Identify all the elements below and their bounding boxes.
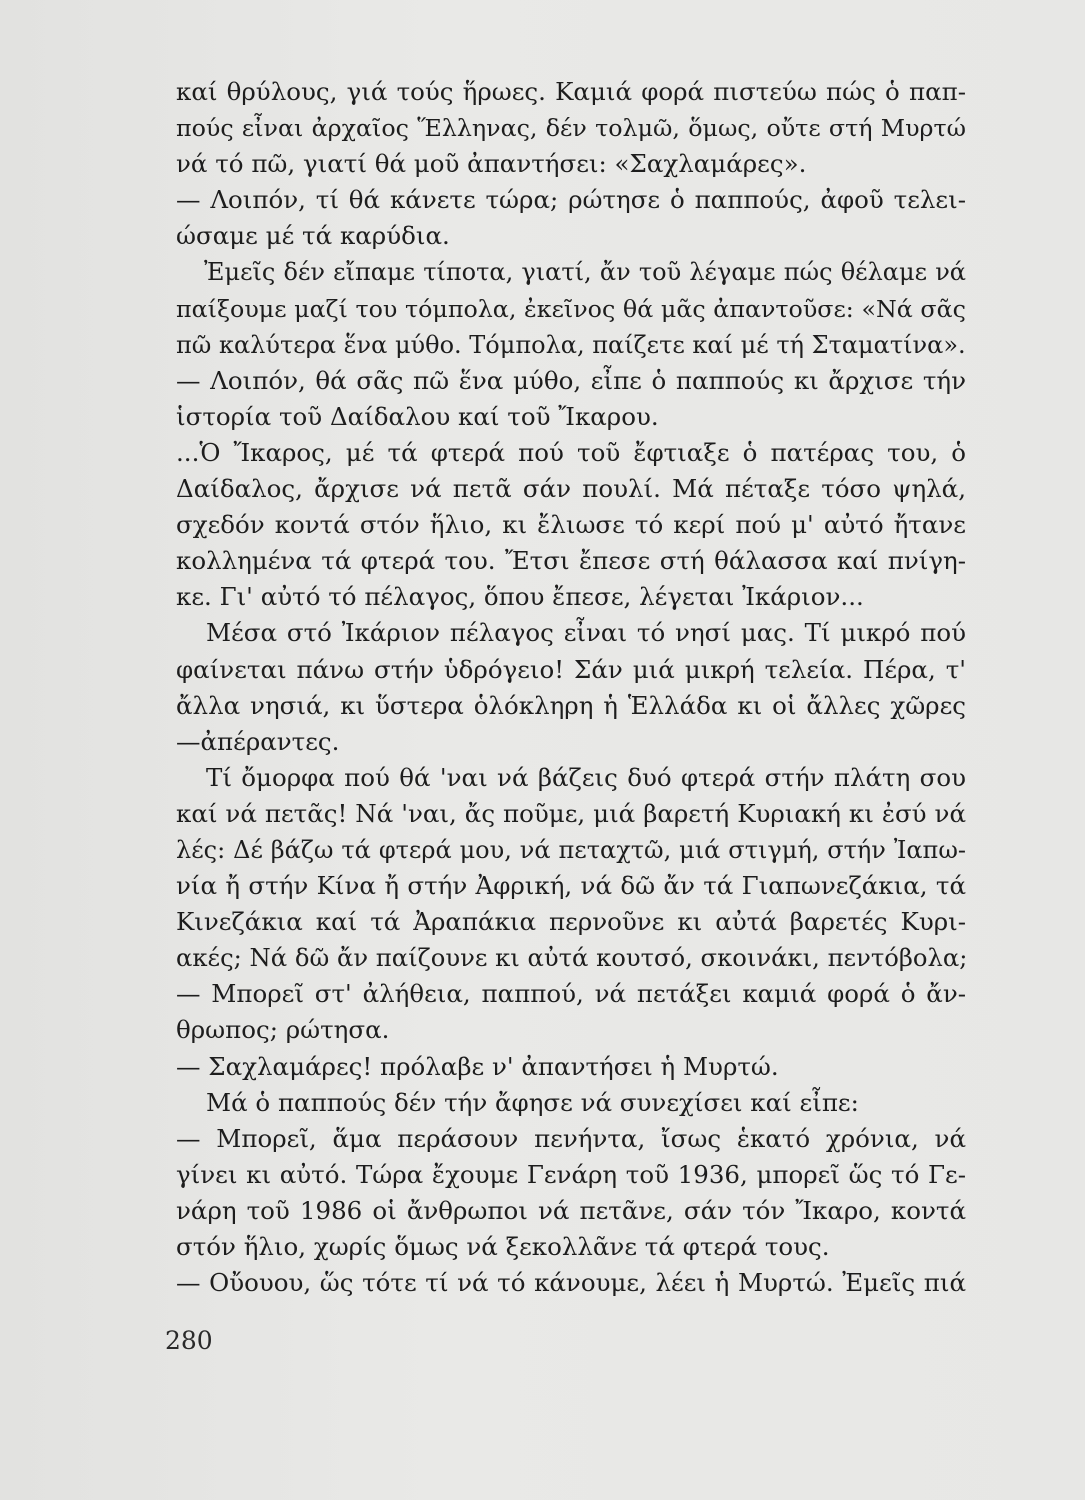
text-line: πούς εἶναι ἀρχαῖος Ἕλληνας, δέν τολμῶ, ὅμως, οὔτε στή Μυρτώ [176,114,966,143]
page-number: 280 [165,1326,213,1355]
text-line: — Οὔουου, ὥς τότε τί νά τό κάνουμε, λέει ἡ Μυρτώ. Ἐμεῖς πιά [176,1268,966,1298]
text-line: νά τό πῶ, γιατί θά μοῦ ἀπαντήσει: «Σαχλαμάρες». [176,149,807,179]
text-line: ακές; Νά δῶ ἄν παίζουνε κι αὐτά κουτσό, σκοινάκι, πεντόβολα; [176,943,968,973]
text-line: ώσαμε μέ τά καρύδια. [176,221,450,251]
text-line: — Σαχλαμάρες! πρόλαβε ν' ἀπαντήσει ἡ Μυρτώ. [176,1051,779,1081]
text-line: — Μπορεῖ, ἅμα περάσουν πενήντα, ἴσως ἑκατό χρόνια, νά [176,1123,966,1153]
text-line: —ἀπέραντες. [176,726,340,756]
text-line: Τί ὄμορφα πού θά 'ναι νά βάζεις δυό φτερά στήν πλάτη σου [206,762,966,792]
text-line: παίξουμε μαζί του τόμπολα, ἐκεῖνος θά μᾶς ἀπαντοῦσε: «Νά σᾶς [176,294,966,323]
text-line: — Μπορεῖ στ' ἀλήθεια, παππού, νά πετάξει καμιά φορά ὁ ἄν- [176,979,966,1009]
text-line: γίνει κι αὐτό. Τώρα ἔχουμε Γενάρη τοῦ 1936, μπορεῖ ὥς τό Γε- [176,1159,966,1189]
text-line: ἱστορία τοῦ Δαίδαλου καί τοῦ Ἴκαρου. [176,401,659,431]
text-line: κε. Γι' αὐτό τό πέλαγος, ὅπου ἔπεσε, λέγεται Ἰκάριον... [176,582,864,612]
text-line: λές: Δέ βάζω τά φτερά μου, νά πεταχτῶ, μιά στιγμή, στήν Ἰαπω- [176,835,966,864]
text-line: καί θρύλους, γιά τούς ἥρωες. Καμιά φορά πιστεύω πώς ὁ παπ- [176,77,966,106]
body-text [176,74,966,1301]
text-line: νία ἤ στήν Κίνα ἤ στήν Ἀφρική, νά δῶ ἄν τά Γιαπωνεζάκια, τά [176,871,966,901]
text-line: φαίνεται πάνω στήν ὑδρόγειο! Σάν μιά μικρή τελεία. Πέρα, τ' [176,654,966,684]
text-line: Δαίδαλος, ἄρχισε νά πετᾶ σάν πουλί. Μά πέταξε τόσο ψηλά, [176,474,966,504]
text-line: — Λοιπόν, τί θά κάνετε τώρα; ρώτησε ὁ παππούς, ἀφοῦ τελει- [176,185,966,215]
text-line: σχεδόν κοντά στόν ἥλιο, κι ἔλιωσε τό κερί πού μ' αὐτό ἤτανε [176,510,966,540]
text-line: ...Ὁ Ἴκαρος, μέ τά φτερά πού τοῦ ἔφτιαξε ὁ πατέρας του, ὁ [176,437,966,467]
text-line: καί νά πετᾶς! Νά 'ναι, ἄς ποῦμε, μιά βαρετή Κυριακή κι ἐσύ νά [176,798,966,828]
text-line: Ἐμεῖς δέν εἴπαμε τίποτα, γιατί, ἄν τοῦ λέγαμε πώς θέλαμε νά [204,258,966,287]
text-line: θρωπος; ρώτησα. [176,1015,390,1045]
text-line: στόν ἥλιο, χωρίς ὅμως νά ξεκολλᾶνε τά φτερά τους. [176,1232,830,1261]
text-line: κολλημένα τά φτερά του. Ἔτσι ἔπεσε στή θάλασσα καί πνίγη- [176,546,966,576]
text-line: — Λοιπόν, θά σᾶς πῶ ἕνα μύθο, εἶπε ὁ παππούς κι ἄρχισε τήν [176,365,966,395]
text-line: Μέσα στό Ἰκάριον πέλαγος εἶναι τό νησί μας. Τί μικρό πού [206,618,966,648]
text-line: πῶ καλύτερα ἕνα μύθο. Τόμπολα, παίζετε καί μέ τή Σταματίνα». [176,330,966,359]
text-line: ἄλλα νησιά, κι ὕστερα ὁλόκληρη ἡ Ἑλλάδα κι οἱ ἄλλες χῶρες [176,690,966,720]
text-line: νάρη τοῦ 1986 οἱ ἄνθρωποι νά πετᾶνε, σάν τόν Ἴκαρο, κοντά [176,1195,966,1225]
text-line: Μά ὁ παππούς δέν τήν ἄφησε νά συνεχίσει καί εἶπε: [206,1087,859,1117]
text-line: Κινεζάκια καί τά Ἀραπάκια περνοῦνε κι αὐτά βαρετές Κυρι- [176,907,966,937]
